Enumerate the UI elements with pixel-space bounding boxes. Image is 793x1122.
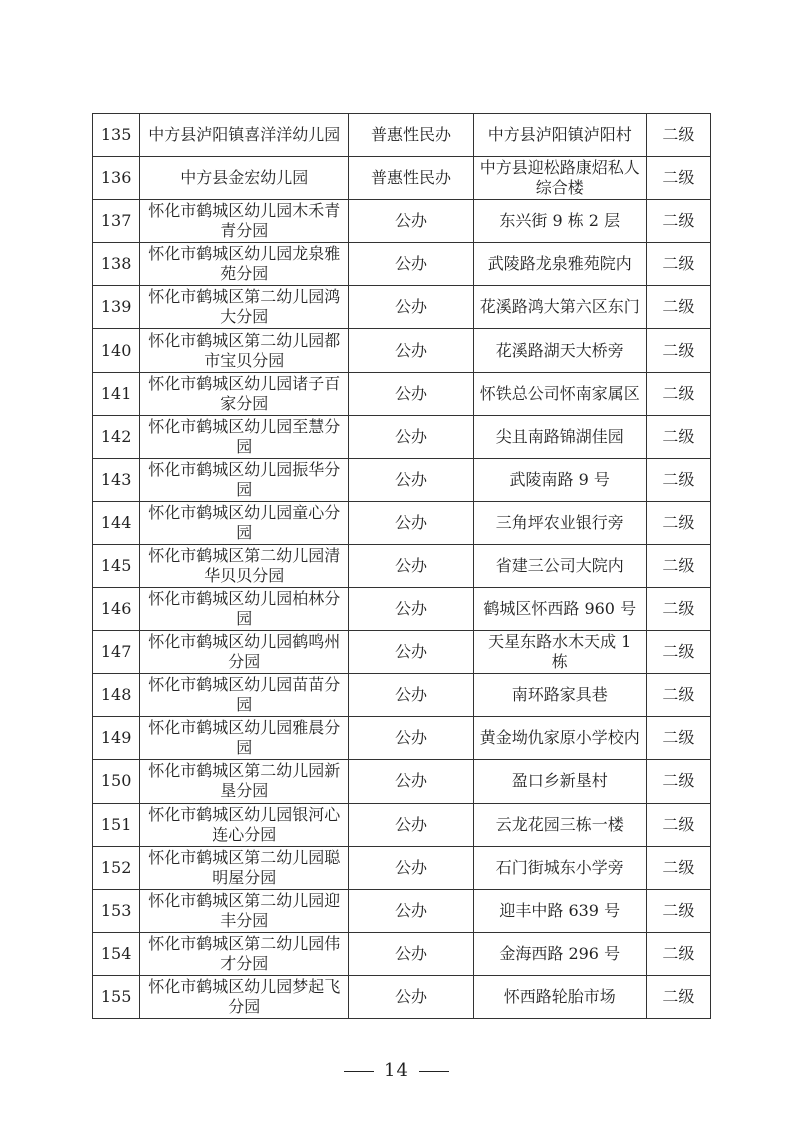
table-row <box>93 674 711 717</box>
cell-address: 盈口乡新垦村 <box>473 760 646 803</box>
cell-kindergarten-name: 怀化市鹤城区第二幼儿园聪明屋分园 <box>140 846 349 889</box>
cell-kindergarten-name: 怀化市鹤城区幼儿园鹤鸣州分园 <box>140 631 349 674</box>
cell-grade: 二级 <box>646 415 710 458</box>
cell-address: 云龙花园三栋一楼 <box>473 803 646 846</box>
cell-ownership-type: 公办 <box>349 501 474 544</box>
cell-grade: 二级 <box>646 717 710 760</box>
cell-address: 花溪路鸿大第六区东门 <box>473 286 646 329</box>
table-row <box>93 932 711 975</box>
cell-address: 中方县泸阳镇泸阳村 <box>473 114 646 157</box>
table-row <box>93 458 711 501</box>
cell-ownership-type: 公办 <box>349 760 474 803</box>
cell-number: 139 <box>93 286 140 329</box>
table-row <box>93 501 711 544</box>
cell-kindergarten-name: 怀化市鹤城区幼儿园柏林分园 <box>140 588 349 631</box>
cell-grade: 二级 <box>646 544 710 587</box>
cell-address: 怀西路轮胎市场 <box>473 975 646 1018</box>
cell-number: 135 <box>93 114 140 157</box>
cell-number: 138 <box>93 243 140 286</box>
table-row <box>93 803 711 846</box>
cell-kindergarten-name: 怀化市鹤城区幼儿园银河心连心分园 <box>140 803 349 846</box>
cell-number: 151 <box>93 803 140 846</box>
cell-ownership-type: 公办 <box>349 243 474 286</box>
cell-number: 147 <box>93 631 140 674</box>
cell-kindergarten-name: 怀化市鹤城区第二幼儿园新垦分园 <box>140 760 349 803</box>
cell-kindergarten-name: 怀化市鹤城区幼儿园木禾青青分园 <box>140 200 349 243</box>
cell-number: 146 <box>93 588 140 631</box>
cell-grade: 二级 <box>646 243 710 286</box>
cell-ownership-type: 公办 <box>349 544 474 587</box>
cell-address: 省建三公司大院内 <box>473 544 646 587</box>
cell-ownership-type: 公办 <box>349 889 474 932</box>
cell-number: 150 <box>93 760 140 803</box>
cell-ownership-type: 公办 <box>349 415 474 458</box>
cell-address: 尖且南路锦湖佳园 <box>473 415 646 458</box>
table-row <box>93 415 711 458</box>
cell-ownership-type: 公办 <box>349 803 474 846</box>
cell-grade: 二级 <box>646 975 710 1018</box>
cell-kindergarten-name: 怀化市鹤城区第二幼儿园都市宝贝分园 <box>140 329 349 372</box>
cell-ownership-type: 普惠性民办 <box>349 114 474 157</box>
cell-ownership-type: 公办 <box>349 329 474 372</box>
cell-ownership-type: 公办 <box>349 458 474 501</box>
cell-grade: 二级 <box>646 674 710 717</box>
table-row <box>93 631 711 674</box>
cell-number: 140 <box>93 329 140 372</box>
cell-number: 155 <box>93 975 140 1018</box>
dash-left <box>344 1071 374 1072</box>
table-row <box>93 975 711 1018</box>
table-row <box>93 243 711 286</box>
cell-number: 136 <box>93 157 140 200</box>
table-row <box>93 889 711 932</box>
cell-grade: 二级 <box>646 372 710 415</box>
cell-grade: 二级 <box>646 846 710 889</box>
cell-kindergarten-name: 怀化市鹤城区第二幼儿园伟才分园 <box>140 932 349 975</box>
cell-grade: 二级 <box>646 889 710 932</box>
cell-address: 武陵南路 9 号 <box>473 458 646 501</box>
cell-ownership-type: 公办 <box>349 631 474 674</box>
cell-kindergarten-name: 怀化市鹤城区幼儿园龙泉雅苑分园 <box>140 243 349 286</box>
cell-address: 石门街城东小学旁 <box>473 846 646 889</box>
table-row <box>93 760 711 803</box>
table-row <box>93 544 711 587</box>
cell-address: 迎丰中路 639 号 <box>473 889 646 932</box>
cell-grade: 二级 <box>646 760 710 803</box>
cell-address: 金海西路 296 号 <box>473 932 646 975</box>
cell-kindergarten-name: 中方县泸阳镇喜洋洋幼儿园 <box>140 114 349 157</box>
table-row <box>93 372 711 415</box>
cell-grade: 二级 <box>646 329 710 372</box>
table-row <box>93 329 711 372</box>
cell-address: 天星东路水木天成 1 栋 <box>473 631 646 674</box>
cell-number: 148 <box>93 674 140 717</box>
cell-ownership-type: 公办 <box>349 717 474 760</box>
table-row <box>93 114 711 157</box>
table-row <box>93 286 711 329</box>
cell-ownership-type: 公办 <box>349 588 474 631</box>
cell-number: 149 <box>93 717 140 760</box>
cell-kindergarten-name: 怀化市鹤城区第二幼儿园清华贝贝分园 <box>140 544 349 587</box>
cell-number: 141 <box>93 372 140 415</box>
table-row <box>93 157 711 200</box>
cell-kindergarten-name: 怀化市鹤城区幼儿园苗苗分园 <box>140 674 349 717</box>
cell-kindergarten-name: 怀化市鹤城区第二幼儿园鸿大分园 <box>140 286 349 329</box>
table-row <box>93 588 711 631</box>
cell-ownership-type: 公办 <box>349 846 474 889</box>
cell-grade: 二级 <box>646 157 710 200</box>
cell-number: 154 <box>93 932 140 975</box>
cell-ownership-type: 公办 <box>349 372 474 415</box>
cell-ownership-type: 普惠性民办 <box>349 157 474 200</box>
cell-kindergarten-name: 怀化市鹤城区幼儿园至慧分园 <box>140 415 349 458</box>
cell-kindergarten-name: 怀化市鹤城区幼儿园童心分园 <box>140 501 349 544</box>
cell-kindergarten-name: 中方县金宏幼儿园 <box>140 157 349 200</box>
page-number <box>0 1060 793 1081</box>
cell-kindergarten-name: 怀化市鹤城区幼儿园诸子百家分园 <box>140 372 349 415</box>
table-row <box>93 717 711 760</box>
cell-number: 144 <box>93 501 140 544</box>
table-row <box>93 846 711 889</box>
cell-address: 中方县迎松路康炤私人综合楼 <box>473 157 646 200</box>
kindergarten-table <box>92 113 711 1019</box>
page-number-text: 14 <box>384 1060 409 1081</box>
cell-ownership-type: 公办 <box>349 932 474 975</box>
dash-right <box>419 1071 449 1072</box>
cell-ownership-type: 公办 <box>349 200 474 243</box>
cell-address: 武陵路龙泉雅苑院内 <box>473 243 646 286</box>
cell-address: 三角坪农业银行旁 <box>473 501 646 544</box>
cell-kindergarten-name: 怀化市鹤城区第二幼儿园迎丰分园 <box>140 889 349 932</box>
table-body <box>93 114 711 1019</box>
cell-address: 东兴街 9 栋 2 层 <box>473 200 646 243</box>
cell-address: 南环路家具巷 <box>473 674 646 717</box>
cell-number: 142 <box>93 415 140 458</box>
cell-address: 黄金坳仇家原小学校内 <box>473 717 646 760</box>
cell-number: 137 <box>93 200 140 243</box>
cell-ownership-type: 公办 <box>349 286 474 329</box>
cell-grade: 二级 <box>646 501 710 544</box>
cell-ownership-type: 公办 <box>349 674 474 717</box>
cell-number: 153 <box>93 889 140 932</box>
cell-kindergarten-name: 怀化市鹤城区幼儿园雅晨分园 <box>140 717 349 760</box>
cell-number: 143 <box>93 458 140 501</box>
cell-kindergarten-name: 怀化市鹤城区幼儿园梦起飞分园 <box>140 975 349 1018</box>
table-row <box>93 200 711 243</box>
cell-grade: 二级 <box>646 932 710 975</box>
cell-grade: 二级 <box>646 803 710 846</box>
cell-kindergarten-name: 怀化市鹤城区幼儿园振华分园 <box>140 458 349 501</box>
cell-address: 怀铁总公司怀南家属区 <box>473 372 646 415</box>
cell-address: 花溪路湖天大桥旁 <box>473 329 646 372</box>
cell-ownership-type: 公办 <box>349 975 474 1018</box>
cell-grade: 二级 <box>646 200 710 243</box>
cell-grade: 二级 <box>646 458 710 501</box>
cell-number: 152 <box>93 846 140 889</box>
cell-grade: 二级 <box>646 114 710 157</box>
cell-grade: 二级 <box>646 286 710 329</box>
cell-number: 145 <box>93 544 140 587</box>
cell-address: 鹤城区怀西路 960 号 <box>473 588 646 631</box>
cell-grade: 二级 <box>646 631 710 674</box>
cell-grade: 二级 <box>646 588 710 631</box>
